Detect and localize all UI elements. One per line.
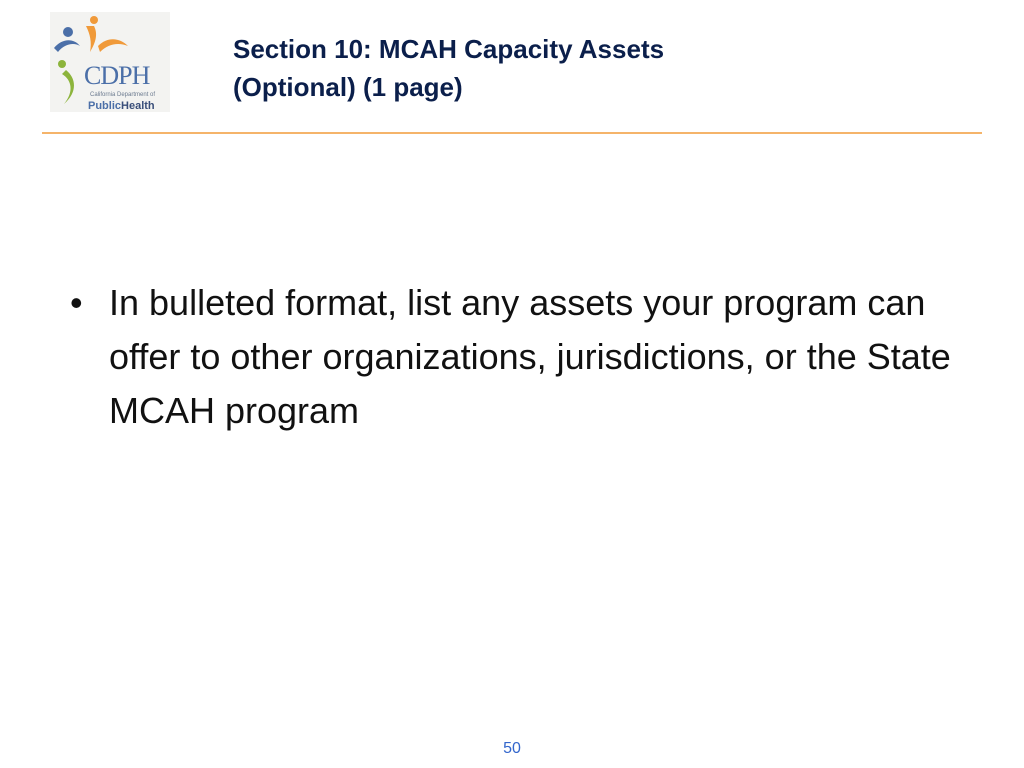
bullet-marker: •: [70, 282, 83, 323]
logo-public: Public: [88, 100, 122, 112]
logo-public-health: [88, 100, 155, 112]
bullet-item: [70, 276, 970, 438]
logo-health: Health: [121, 100, 155, 112]
logo-wordmark: CDPH: [84, 61, 150, 90]
slide-content: [70, 276, 970, 438]
logo-subtitle: California Department of: [90, 92, 156, 98]
slide-title-line-2: (Optional) (1 page): [233, 72, 463, 102]
page-number: 50: [503, 740, 521, 757]
title-divider: [42, 132, 982, 134]
cdph-logo: [50, 12, 170, 112]
slide-title: [233, 30, 933, 106]
bullet-text: In bulleted format, list any assets your program can offer to other organizations, jurisdictions, or the State MCAH program: [109, 282, 951, 431]
slide-title-line-1: Section 10: MCAH Capacity Assets: [233, 34, 665, 64]
